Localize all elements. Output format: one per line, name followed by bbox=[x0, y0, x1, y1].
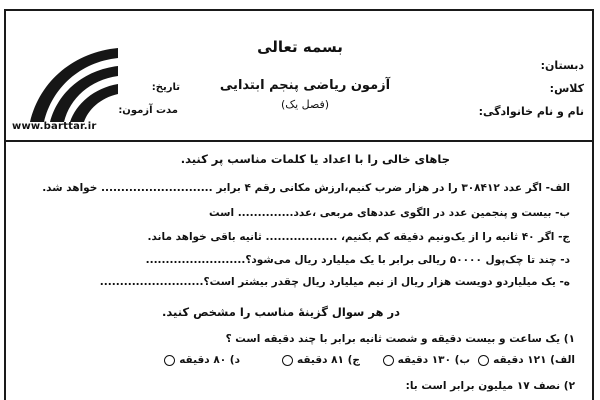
exam-title: آزمون ریاضی پنجم ابتدایی bbox=[219, 78, 391, 93]
name-label: نام و نام خانوادگی: bbox=[478, 105, 584, 118]
option-be-radio[interactable] bbox=[383, 355, 394, 366]
exam-subtitle: (فصل یک) bbox=[280, 98, 330, 111]
page-title: بسمه تعالی bbox=[257, 38, 343, 56]
option-jim-label: ج) ۸۱ دقیقه bbox=[297, 354, 360, 366]
fill-item-c: ج- اگر ۴۰ ثانیه را از یک‌ونیم دقیقه کم بکنیم، .................. ثانیه باقی خواهد ماند. bbox=[147, 231, 570, 243]
option-jim-radio[interactable] bbox=[282, 355, 293, 366]
option-alef-radio[interactable] bbox=[478, 355, 489, 366]
header-divider bbox=[4, 140, 594, 142]
option-alef[interactable] bbox=[478, 354, 575, 366]
option-be-label: ب) ۱۳۰ دقیقه bbox=[397, 354, 470, 366]
school-label: دبستان: bbox=[540, 59, 584, 72]
option-dal-label: د) ۸۰ دقیقه bbox=[179, 354, 240, 366]
duration-label: مدت آزمون: bbox=[118, 105, 178, 116]
option-jim[interactable] bbox=[282, 354, 360, 366]
fill-item-d: د- چند تا چک‌پول ۵۰۰۰۰ ریالی برابر با یک میلیارد ریال می‌شود؟......................... bbox=[145, 254, 570, 266]
section1-heading: جاهای خالی را با اعداد یا کلمات مناسب پر کنید. bbox=[180, 152, 450, 166]
fill-item-e: ه- یک میلیاردو دویست هزار ریال از نیم میلیارد ریال چقدر بیشتر است؟.......................... bbox=[99, 276, 570, 288]
question-2: ۲) نصف ۱۷ میلیون برابر است با: bbox=[405, 380, 575, 392]
fill-item-b: ب- بیست و پنجمین عدد در الگوی عددهای مربعی ،عدد.............. است bbox=[209, 207, 570, 219]
fill-item-a: الف- اگر عدد ۳۰۸۴۱۲ را در هزار ضرب کنیم،ارزش مکانی رقم ۴ برابر ............................ خواهد شد. bbox=[42, 182, 570, 194]
option-dal-radio[interactable] bbox=[164, 355, 175, 366]
section2-heading: در هر سوال گزینهٔ مناسب را مشخص کنید. bbox=[161, 305, 400, 319]
question-1: ۱) یک ساعت و بیست دقیقه و شصت ثانیه برابر با چند دقیقه است ؟ bbox=[225, 333, 575, 345]
option-alef-label: الف) ۱۲۱ دقیقه bbox=[493, 354, 575, 366]
option-dal[interactable] bbox=[164, 354, 240, 366]
class-label: کلاس: bbox=[549, 82, 584, 95]
date-label: تاریخ: bbox=[151, 82, 180, 93]
question-1-options bbox=[115, 354, 575, 374]
logo-text: www.barttar.ir bbox=[12, 121, 97, 132]
option-be[interactable] bbox=[383, 354, 470, 366]
